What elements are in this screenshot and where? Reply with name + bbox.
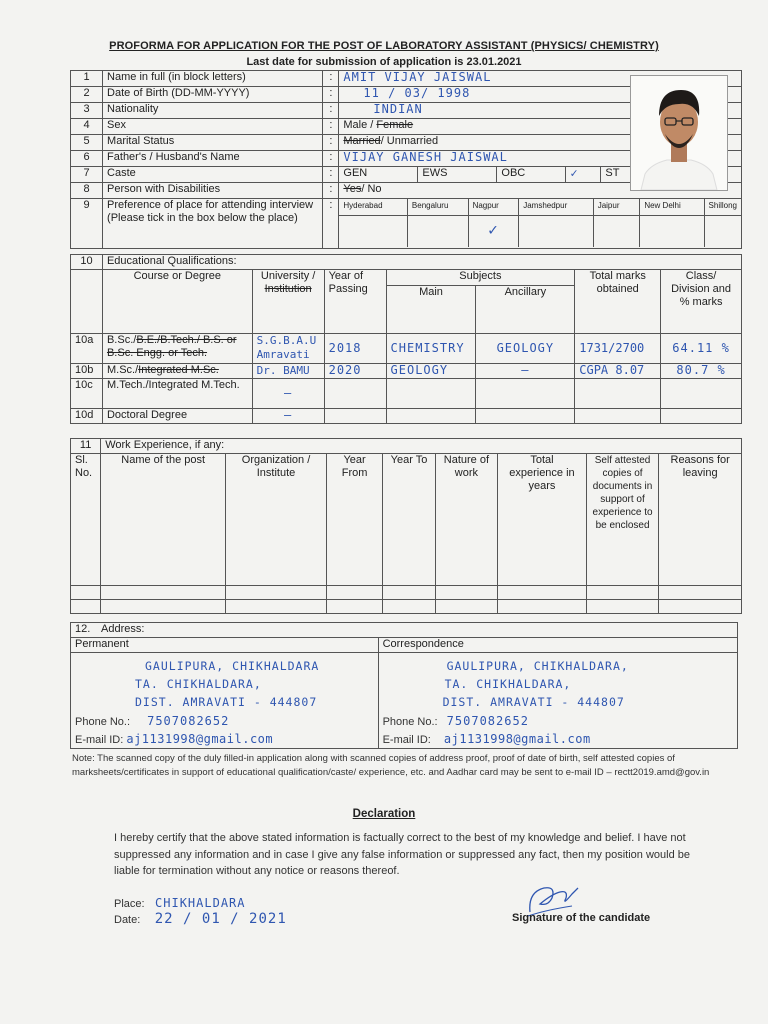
university-mtech-value: — bbox=[284, 385, 293, 400]
class-msc-value: 80.7 % bbox=[676, 363, 726, 377]
dob-value: 11 / 03/ 1998 bbox=[363, 86, 471, 100]
university-msc-value: Dr. BAMU bbox=[256, 364, 310, 377]
submission-deadline: Last date for submission of application is 23.01.2021 bbox=[246, 56, 522, 68]
work-cell[interactable] bbox=[498, 586, 587, 600]
header-institution-label: Institution bbox=[264, 283, 312, 295]
course-mtech: M.Tech./Integrated M.Tech. bbox=[102, 379, 252, 409]
work-cell[interactable] bbox=[71, 586, 101, 600]
father-name-value: VIJAY GANESH JAISWAL bbox=[343, 150, 508, 164]
work-cell[interactable] bbox=[435, 600, 497, 614]
disability-option-yes: Yes bbox=[343, 183, 362, 195]
section-number: 10 bbox=[71, 255, 103, 270]
caste-option-obc[interactable]: OBC bbox=[497, 167, 566, 182]
field-label-nationality: Nationality bbox=[103, 103, 323, 119]
phone-value: 7507082652 bbox=[446, 714, 529, 728]
class-mtech[interactable] bbox=[661, 379, 742, 409]
work-cell[interactable] bbox=[71, 600, 101, 614]
header-nature: Nature of work bbox=[435, 454, 497, 586]
class-bsc[interactable] bbox=[661, 334, 742, 364]
header-class: Class/ Division and % marks bbox=[661, 270, 742, 334]
header-course: Course or Degree bbox=[102, 270, 252, 334]
year-bsc-value: 2018 bbox=[328, 340, 362, 355]
colon: : bbox=[323, 199, 339, 249]
row-number: 7 bbox=[71, 167, 103, 183]
marks-bsc-value: 1731/2700 bbox=[579, 340, 645, 355]
header-post: Name of the post bbox=[101, 454, 226, 586]
permanent-email bbox=[75, 733, 273, 747]
header-subjects: Subjects bbox=[386, 270, 575, 286]
marital-option-married: Married bbox=[343, 135, 381, 147]
work-cell[interactable] bbox=[383, 600, 435, 614]
address-table bbox=[70, 622, 738, 749]
ancillary-bsc[interactable] bbox=[476, 334, 575, 364]
section-title: Educational Qualifications: bbox=[102, 255, 741, 270]
colon: : bbox=[323, 135, 339, 151]
class-doctoral[interactable] bbox=[661, 409, 742, 424]
person-photo-icon bbox=[631, 76, 727, 190]
email-value: aj1131998@gmail.com bbox=[443, 732, 591, 746]
correspondence-label: Correspondence bbox=[378, 638, 737, 653]
permanent-phone bbox=[75, 715, 229, 729]
marital-option-unmarried: / Unmarried bbox=[380, 135, 439, 147]
course-msc bbox=[102, 364, 252, 379]
ancillary-bsc-value: GEOLOGY bbox=[496, 340, 555, 355]
university-doctoral-value: — bbox=[284, 408, 293, 422]
university-doctoral[interactable] bbox=[252, 409, 324, 424]
university-mtech[interactable] bbox=[252, 379, 324, 409]
marks-bsc[interactable] bbox=[575, 334, 661, 364]
place-box-hyderabad[interactable] bbox=[339, 215, 407, 247]
signature-label: Signature of the candidate bbox=[512, 912, 651, 924]
ancillary-mtech[interactable] bbox=[476, 379, 575, 409]
work-cell[interactable] bbox=[383, 586, 435, 600]
caste-option-st[interactable]: ST bbox=[601, 167, 650, 182]
sex-option-female: Female bbox=[376, 119, 414, 131]
sex-option-male: Male / bbox=[343, 119, 374, 131]
header-year-from: Year From bbox=[326, 454, 382, 586]
work-cell[interactable] bbox=[586, 600, 659, 614]
colon: : bbox=[323, 167, 339, 183]
header-year-to: Year To bbox=[383, 454, 435, 586]
row-number: 10b bbox=[71, 364, 103, 379]
marks-mtech[interactable] bbox=[575, 379, 661, 409]
header-main: Main bbox=[386, 286, 476, 334]
empty-cell bbox=[71, 270, 103, 334]
place-box-new-delhi[interactable] bbox=[640, 215, 704, 247]
tick-icon: ✓ bbox=[570, 166, 579, 180]
colon: : bbox=[323, 71, 339, 87]
correspondence-line-2: TA. CHIKHALDARA, bbox=[444, 677, 572, 691]
date-value[interactable]: 22 / 01 / 2021 bbox=[154, 911, 287, 927]
section-title: Work Experience, if any: bbox=[101, 439, 742, 454]
correspondence-email bbox=[383, 733, 591, 747]
year-msc-value: 2020 bbox=[328, 363, 362, 377]
main-mtech[interactable] bbox=[386, 379, 476, 409]
header-year: Year of Passing bbox=[324, 270, 386, 334]
work-cell[interactable] bbox=[435, 586, 497, 600]
year-mtech[interactable] bbox=[324, 379, 386, 409]
place-box-jamshedpur[interactable] bbox=[519, 215, 594, 247]
correspondence-line-1: GAULIPURA, CHIKHALDARA, bbox=[446, 659, 629, 673]
header-documents: Self attested copies of documents in support of experience to be enclosed bbox=[586, 454, 659, 586]
row-number: 2 bbox=[71, 87, 103, 103]
education-table bbox=[70, 254, 742, 424]
caste-option-gen[interactable]: GEN bbox=[339, 167, 418, 182]
place-nagpur: Nagpur bbox=[468, 199, 519, 215]
row-number: 1 bbox=[71, 71, 103, 87]
place-jaipur: Jaipur bbox=[593, 199, 640, 215]
place-box-shillong[interactable] bbox=[704, 215, 741, 247]
header-reasons: Reasons for leaving bbox=[659, 454, 742, 586]
course-bsc bbox=[102, 334, 252, 364]
header-ancillary: Ancillary bbox=[476, 286, 575, 334]
university-msc[interactable] bbox=[252, 364, 324, 379]
class-bsc-value: 64.11 % bbox=[672, 340, 730, 355]
caste-option-ews[interactable]: EWS bbox=[418, 167, 497, 182]
permanent-label: Permanent bbox=[71, 638, 379, 653]
place-new-delhi: New Delhi bbox=[640, 199, 704, 215]
header-organization: Organization / Institute bbox=[226, 454, 327, 586]
row-number: 5 bbox=[71, 135, 103, 151]
applicant-photo bbox=[630, 75, 728, 191]
place-shillong: Shillong bbox=[704, 199, 741, 215]
main-msc-value: GEOLOGY bbox=[390, 363, 449, 377]
work-experience-table bbox=[70, 438, 742, 614]
work-cell[interactable] bbox=[659, 600, 742, 614]
correspondence-line-3: DIST. AMRAVATI - 444807 bbox=[442, 695, 625, 709]
work-cell[interactable] bbox=[101, 586, 226, 600]
year-msc[interactable] bbox=[324, 364, 386, 379]
main-doctoral[interactable] bbox=[386, 409, 476, 424]
interview-place-options bbox=[339, 199, 742, 249]
colon: : bbox=[323, 183, 339, 199]
work-cell[interactable] bbox=[101, 600, 226, 614]
marks-doctoral[interactable] bbox=[575, 409, 661, 424]
phone-label: Phone No.: bbox=[75, 716, 131, 728]
email-value: aj1131998@gmail.com bbox=[126, 732, 274, 746]
work-cell[interactable] bbox=[326, 586, 382, 600]
main-bsc-value: CHEMISTRY bbox=[390, 340, 465, 355]
course-bsc-label: B.Sc./ bbox=[106, 334, 137, 346]
field-label-name: Name in full (in block letters) bbox=[103, 71, 323, 87]
permanent-line-1: GAULIPURA, CHIKHALDARA bbox=[145, 659, 320, 673]
year-doctoral[interactable] bbox=[324, 409, 386, 424]
date-label: Date: bbox=[114, 914, 141, 926]
colon: : bbox=[323, 119, 339, 135]
row-number: 9 bbox=[71, 199, 103, 249]
header-total-experience: Total experience in years bbox=[498, 454, 587, 586]
field-label-interview-place: Preference of place for attending interview (Please tick in the box below the place) bbox=[103, 199, 323, 249]
caste-tick-obc bbox=[566, 167, 601, 182]
row-number: 3 bbox=[71, 103, 103, 119]
course-msc-label: M.Sc./ bbox=[106, 364, 139, 376]
place-bengaluru: Bengaluru bbox=[407, 199, 468, 215]
place-hyderabad: Hyderabad bbox=[339, 199, 407, 215]
work-cell[interactable] bbox=[586, 586, 659, 600]
row-number: 10a bbox=[71, 334, 103, 364]
field-label-marital: Marital Status bbox=[103, 135, 323, 151]
field-label-father: Father's / Husband's Name bbox=[103, 151, 323, 167]
field-label-disability: Person with Disabilities bbox=[103, 183, 323, 199]
header-university-label: University / bbox=[260, 270, 316, 282]
place-box-nagpur[interactable] bbox=[468, 215, 519, 247]
section-number: 12. bbox=[75, 623, 91, 635]
university-bsc[interactable] bbox=[252, 334, 324, 364]
correspondence-address[interactable] bbox=[378, 653, 737, 749]
date-line bbox=[114, 910, 287, 928]
place-jamshedpur: Jamshedpur bbox=[519, 199, 594, 215]
name-value: AMIT VIJAY JAISWAL bbox=[343, 70, 492, 84]
email-label: E-mail ID: bbox=[382, 734, 431, 746]
work-cell[interactable] bbox=[659, 586, 742, 600]
work-cell[interactable] bbox=[326, 600, 382, 614]
university-bsc-value: S.G.B.A.U Amravati bbox=[256, 334, 317, 361]
permanent-address[interactable] bbox=[71, 653, 379, 749]
submission-note: Note: The scanned copy of the duly filled-in application along with scanned copies of address proof, proof of date of birth, self attested copies of marksheets/certificates in support of educational qualification/caste/ experience, etc. and Aadhar card may be sent to e-mail ID – rectt2019.amd@gov.in bbox=[72, 753, 710, 778]
place-label: Place: bbox=[114, 898, 145, 910]
form-title: PROFORMA FOR APPLICATION FOR THE POST OF LABORATORY ASSISTANT (PHYSICS/ CHEMISTRY) bbox=[109, 40, 659, 52]
main-bsc[interactable] bbox=[386, 334, 476, 364]
phone-value: 7507082652 bbox=[147, 714, 230, 728]
year-bsc[interactable] bbox=[324, 334, 386, 364]
marks-msc[interactable] bbox=[575, 364, 661, 379]
colon: : bbox=[323, 103, 339, 119]
row-number: 10d bbox=[71, 409, 103, 424]
declaration-title: Declaration bbox=[352, 808, 416, 820]
tick-icon: ✓ bbox=[488, 220, 499, 240]
row-number: 8 bbox=[71, 183, 103, 199]
permanent-line-3: DIST. AMRAVATI - 444807 bbox=[135, 695, 318, 709]
disability-option-no: / No bbox=[361, 183, 382, 195]
colon: : bbox=[323, 87, 339, 103]
section-number: 11 bbox=[71, 439, 101, 454]
header-marks: Total marks obtained bbox=[575, 270, 661, 334]
header-university bbox=[252, 270, 324, 334]
declaration-text: I hereby certify that the above stated information is factually correct to the best of my knowledge and belief. I have not suppressed any information and in case I give any false information or suppressed any fact, then my position would be liable for termination without any notice or reasons thereof. bbox=[114, 832, 690, 877]
nationality-value: INDIAN bbox=[373, 102, 423, 116]
place-value[interactable]: CHIKHALDARA bbox=[155, 896, 246, 910]
row-number: 10c bbox=[71, 379, 103, 409]
main-msc[interactable] bbox=[386, 364, 476, 379]
field-label-caste: Caste bbox=[103, 167, 323, 183]
address-header bbox=[71, 623, 738, 638]
class-msc[interactable] bbox=[661, 364, 742, 379]
place-box-jaipur[interactable] bbox=[593, 215, 640, 247]
course-msc-struck: Integrated M.Sc. bbox=[138, 364, 219, 376]
work-cell[interactable] bbox=[498, 600, 587, 614]
field-label-dob: Date of Birth (DD-MM-YYYY) bbox=[103, 87, 323, 103]
correspondence-phone bbox=[383, 715, 529, 729]
header-sl-no: Sl. No. bbox=[71, 454, 101, 586]
place-box-bengaluru[interactable] bbox=[407, 215, 468, 247]
row-number: 6 bbox=[71, 151, 103, 167]
ancillary-msc-value: — bbox=[521, 363, 530, 377]
permanent-line-2: TA. CHIKHALDARA, bbox=[135, 677, 262, 691]
work-cell[interactable] bbox=[226, 600, 327, 614]
row-number: 4 bbox=[71, 119, 103, 135]
course-doctoral: Doctoral Degree bbox=[102, 409, 252, 424]
marks-msc-value: CGPA 8.07 bbox=[579, 363, 645, 377]
section-title: Address: bbox=[101, 623, 145, 635]
colon: : bbox=[323, 151, 339, 167]
course-bsc-struck: B.E./B.Tech./ B.S. or B.Sc. Engg. or Tech. bbox=[106, 334, 237, 359]
work-cell[interactable] bbox=[226, 586, 327, 600]
phone-label: Phone No.: bbox=[382, 716, 438, 728]
ancillary-doctoral[interactable] bbox=[476, 409, 575, 424]
field-label-sex: Sex bbox=[103, 119, 323, 135]
ancillary-msc[interactable] bbox=[476, 364, 575, 379]
email-label: E-mail ID: bbox=[75, 734, 124, 746]
